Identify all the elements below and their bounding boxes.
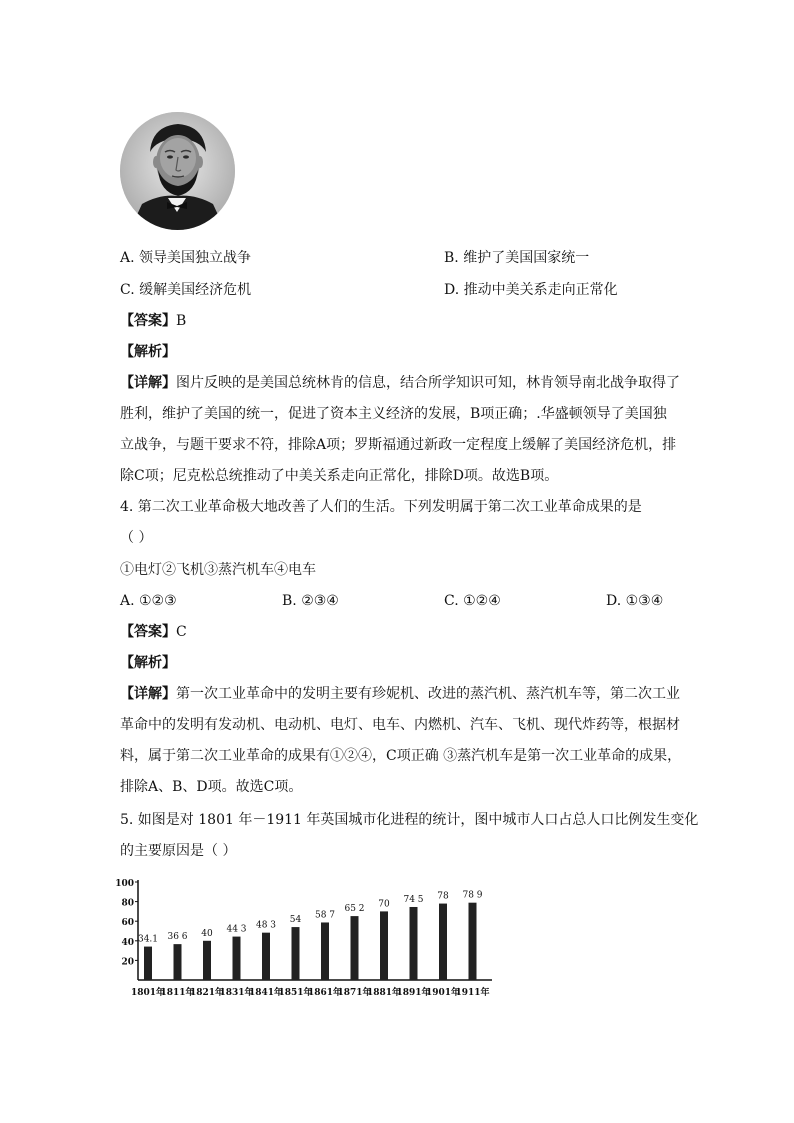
y-tick-label: 20: [121, 957, 134, 968]
bar: [144, 947, 152, 980]
bar-value-label: 70: [378, 899, 390, 910]
question-4-items: ①电灯②飞机③蒸汽机车④电车: [120, 562, 316, 578]
x-tick-label: 1911年: [455, 988, 490, 998]
detail-line: [120, 373, 680, 393]
option-a: A. 领导美国独立战争: [120, 250, 252, 266]
x-tick-label: 1821年: [189, 988, 225, 998]
detail-text: 图片反映的是美国总统林肯的信息，结合所学知识可知，林肯领导南北战争取得了: [176, 375, 680, 391]
y-tick-label: 80: [121, 898, 134, 909]
option-c: C. 缓解美国经济危机: [120, 282, 252, 298]
detail-line: 革命中的发明有发动机、电动机、电灯、电车、内燃机、汽车、飞机、现代炸药等，根据材: [120, 717, 680, 733]
x-tick-label: 1841年: [248, 988, 284, 998]
x-tick-label: 1801年: [130, 988, 166, 998]
detail-line: 胜利，维护了美国的统一，促进了资本主义经济的发展，B项正确；.华盛顿领导了美国独: [120, 406, 667, 422]
bar-value-label: 54: [289, 915, 302, 926]
x-tick-label: 1891年: [396, 988, 431, 998]
x-tick-label: 1851年: [278, 988, 313, 998]
bar: [174, 944, 182, 980]
analysis-tag: 【解析】: [120, 655, 176, 671]
x-tick-label: 1881年: [366, 988, 402, 998]
bar-value-label: 48 3: [255, 920, 277, 931]
bar: [380, 911, 388, 980]
bar-value-label: 40: [201, 928, 213, 939]
bar: [233, 937, 241, 980]
bar-value-label: 44 3: [226, 924, 247, 935]
detail-line: [120, 684, 680, 704]
detail-text: 第一次工业革命中的发明主要有珍妮机、改进的蒸汽机、蒸汽机车等，第二次工业: [176, 686, 680, 702]
question-5-stem: 5. 如图是对 1801 年－1911 年英国城市化进程的统计，图中城市人口占总人口比例发生变化: [120, 812, 699, 828]
bar-value-label: 78 9: [462, 890, 483, 901]
urbanization-bar-chart: [110, 868, 510, 1008]
x-tick-label: 1861年: [307, 988, 343, 998]
detail-tag: 【详解】: [120, 375, 176, 391]
option-b: B. ②③④: [282, 593, 339, 609]
bar-value-label: 58 7: [314, 910, 336, 921]
bar-value-label: 74 5: [403, 894, 424, 905]
x-tick-label: 1831年: [219, 988, 254, 998]
bar: [203, 941, 211, 980]
bar-value-label: 36 6: [167, 932, 188, 943]
question-4-stem: 4. 第二次工业革命极大地改善了人们的生活。下列发明属于第二次工业革命成果的是: [120, 499, 642, 515]
detail-line: 除C项；尼克松总统推动了中美关系走向正常化，排除D项。故选B项。: [120, 468, 559, 484]
bar: [439, 904, 447, 980]
bar: [262, 933, 270, 980]
analysis-tag: 【解析】: [120, 344, 176, 360]
y-tick-label: 100: [115, 879, 134, 889]
bar: [410, 907, 418, 980]
detail-line: 排除A、B、D项。故选C项。: [120, 779, 303, 795]
detail-tag: 【详解】: [120, 686, 176, 702]
y-tick-label: 60: [121, 918, 134, 929]
answer-value: B: [176, 313, 187, 329]
answer-row: [120, 311, 186, 331]
option-d: D. ①③④: [606, 593, 664, 609]
x-tick-label: 1871年: [337, 988, 372, 998]
question-4-paren: （ ）: [120, 530, 153, 546]
answer-row: [120, 622, 187, 642]
x-tick-label: 1811年: [160, 988, 195, 998]
question-5-stem: 的主要原因是（ ）: [120, 843, 237, 859]
detail-line: 料，属于第二次工业革命的成果有①②④，C项正确 ③蒸汽机车是第一次工业革命的成果，: [120, 748, 682, 764]
answer-tag: 【答案】: [120, 313, 176, 329]
answer-tag: 【答案】: [120, 624, 176, 640]
bar-value-label: 78: [437, 891, 449, 902]
y-tick-label: 40: [121, 937, 134, 948]
bar: [351, 916, 359, 980]
x-tick-label: 1901年: [425, 988, 461, 998]
bar: [469, 903, 477, 980]
option-b: B. 维护了美国国家统一: [444, 250, 590, 266]
bar: [321, 922, 329, 980]
bar: [292, 927, 300, 980]
option-a: A. ①②③: [120, 593, 177, 609]
lincoln-portrait: [120, 112, 235, 230]
bar-value-label: 34.1: [137, 934, 159, 945]
option-c: C. ①②④: [444, 593, 501, 609]
answer-value: C: [176, 624, 187, 640]
detail-line: 立战争，与题干要求不符，排除A项；罗斯福通过新政一定程度上缓解了美国经济危机，排: [120, 437, 677, 453]
option-d: D. 推动中美关系走向正常化: [444, 282, 618, 298]
bar-value-label: 65 2: [344, 904, 365, 915]
